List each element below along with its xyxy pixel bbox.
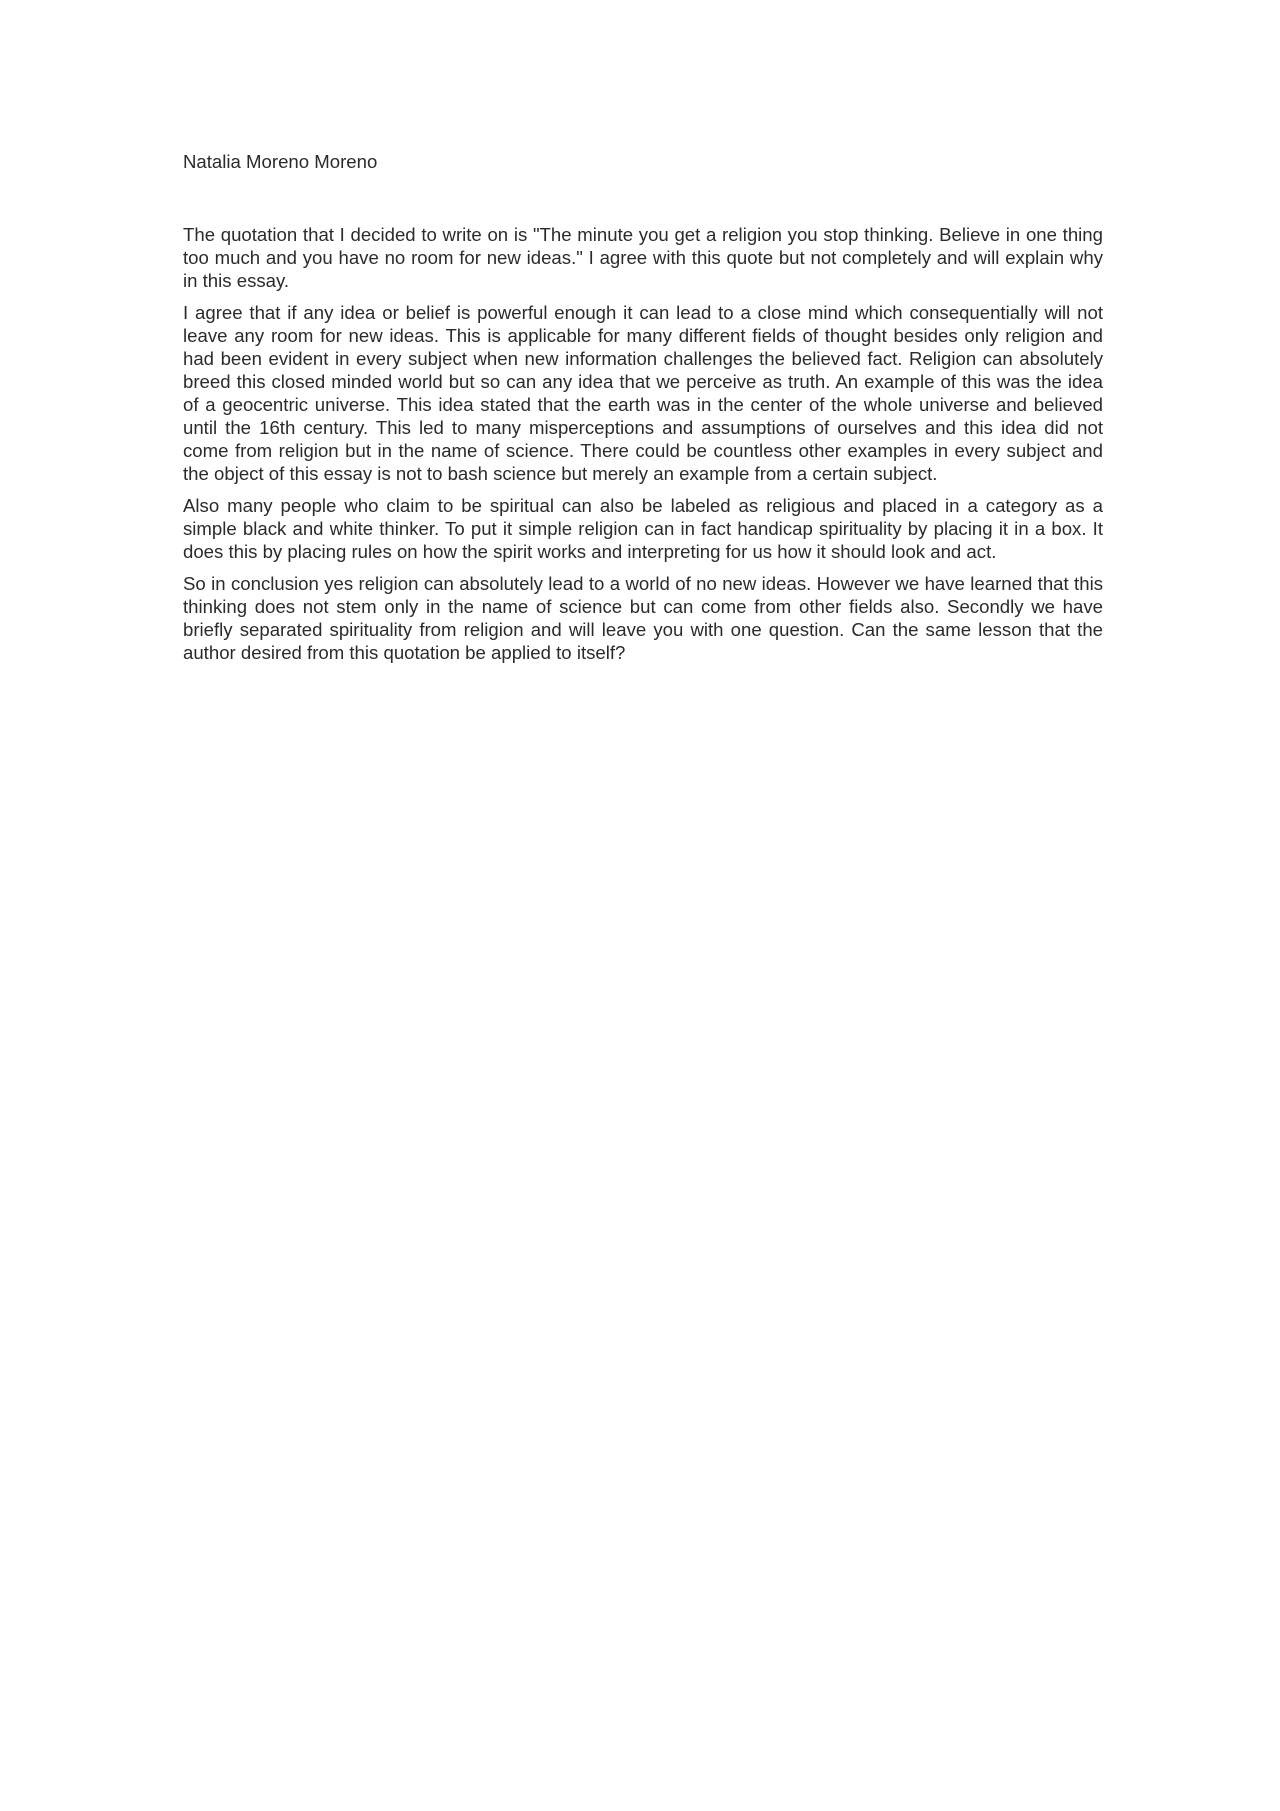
paragraph-intro: The quotation that I decided to write on is "The minute you get a religion you stop thinking. Believe in one thing too much and you have no room for new ideas." I agree with this quote but not completely and will explain why in this essay. — [183, 224, 1103, 291]
paragraph-conclusion: So in conclusion yes religion can absolutely lead to a world of no new ideas. However we have learned that this thinking does not stem only in the name of science but can come from other fields also. Secondly we have briefly separated spirituality from religion and will leave you with one question. Can the same lesson that the author desired from this quotation be applied to itself? — [183, 573, 1103, 663]
author-name: Natalia Moreno Moreno — [183, 151, 378, 172]
document-body — [183, 150, 1103, 673]
paragraph-spirituality: Also many people who claim to be spiritual can also be labeled as religious and placed in a category as a simple black and white thinker. To put it simple religion can in fact handicap spirituality by placing it in a box. It does this by placing rules on how the spirit works and interpreting for us how it should look and act. — [183, 495, 1103, 562]
paragraph-argument: I agree that if any idea or belief is powerful enough it can lead to a close mind which consequentially will not leave any room for new ideas. This is applicable for many different fields of thought besides only religion and had been evident in every subject when new information challenges the believed fact. Religion can absolutely breed this closed minded world but so can any idea that we perceive as truth. An example of this was the idea of a geocentric universe. This idea stated that the earth was in the center of the whole universe and believed until the 16th century. This led to many misperceptions and assumptions of ourselves and this idea did not come from religion but in the name of science. There could be countless other examples in every subject and the object of this essay is not to bash science but merely an example from a certain subject. — [183, 302, 1103, 484]
